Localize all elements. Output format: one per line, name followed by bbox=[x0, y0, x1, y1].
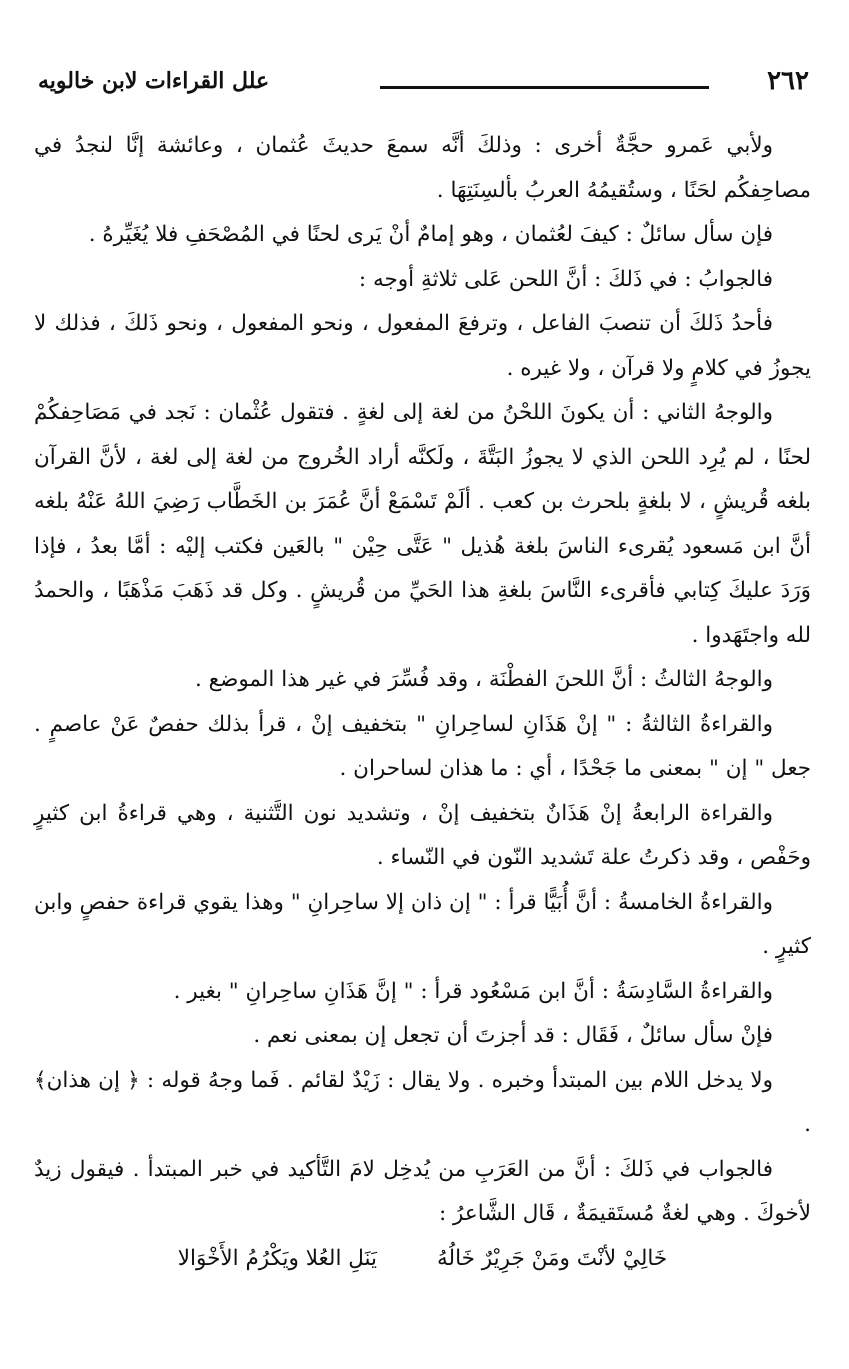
paragraph: والوجهُ الثاني : أن يكونَ اللحْنُ من لغة إلى لغةٍ . فتقول عُثْمان : نَجد في مَصَاحِفكُمْ لحنًا ، لم يُرِد اللحن الذي لا يجوزُ البَتَّةَ ، ولَكنَّه أراد الخُروج من لغة إلى لغة ، لأنَّ القرآن بلغه قُريشٍ ، لا بلغةٍ بلحرث بن كعب . ألَمْ تَسْمَعْ أنَّ عُمَرَ بن الخَطَّاب رَضِيَ اللهُ عَنْهُ بلغه أنَّ ابن مَسعود يُقرىء الناسَ بلغة هُذيل " عَتَّى حِيْن " بالعَين فكتب إليْه : أمَّا بعدُ ، فإذا وَرَدَ عليكَ كِتابي فأقرىء النَّاسَ بلغةِ هذا الحَيِّ من قُريشٍ . وكل قد ذَهَبَ مَذْهَبًا ، والحمدُ لله واجتَهَدوا . bbox=[34, 400, 811, 648]
paragraph: فالجواب في ذَلكَ : أنَّ من العَرَبِ من يُدخِل لامَ التَّأكيد في خبر المبتدأ . فيقول زيدٌ لأخوكَ . وهي لغةٌ مُستَقيمَةٌ ، قَال الشَّاعرُ : bbox=[34, 1156, 811, 1226]
poetry-verse bbox=[34, 1237, 811, 1282]
page-body bbox=[34, 124, 811, 1281]
paragraph: فإن سأل سائلٌ : كيفَ لعُثمان ، وهو إمامٌ أنْ يَرى لحنًا في المُصْحَفِ فلا يُغَيِّرهُ . bbox=[88, 222, 773, 247]
paragraph: والوجهُ الثالثُ : أنَّ اللحنَ الفطْنَة ، وقد فُسِّرَ في غير هذا الموضع . bbox=[194, 667, 773, 692]
paragraph: والقراءةُ السَّادِسَةُ : أنَّ ابن مَسْعُود قرأ : " إنَّ هَذَانِ ساحِرانِ " بغير . bbox=[173, 978, 773, 1004]
paragraph: فالجوابُ : في ذَلكَ : أنَّ اللحن عَلى ثلاثةِ أوجه : bbox=[358, 266, 773, 292]
running-title: علل القراءات لابن خالويه bbox=[38, 68, 270, 94]
paragraph: فأحدُ ذَلكَ أن تنصبَ الفاعل ، وترفعَ المفعول ، ونحو المفعول ، ونحو ذَلكَ ، فذلك لا يجوزُ في كلامٍ ولا قرآن ، ولا غيره . bbox=[34, 311, 811, 381]
header-rule bbox=[380, 86, 709, 89]
paragraph: فإنْ سأل سائلٌ ، فَقَال : قد أجزتَ أن تجعل إن بمعنى نعم . bbox=[253, 1023, 773, 1048]
page-header bbox=[30, 64, 819, 104]
paragraph: والقراءةُ الثالثةُ : " إنْ هَذَانِ لساحِرانِ " بتخفيف إنْ ، قرأ بذلك حفصٌ عَنْ عاصمٍ . جعل " إن " بمعنى ما جَحْدًا ، أي : ما هذان لساحران . bbox=[34, 711, 811, 781]
paragraph: ولأبي عَمرو حجَّةٌ أخرى : وذلكَ أنَّه سمعَ حديثَ عُثمان ، وعائشة إنَّا لنجدُ في مصاحِفكُم لحَنًا ، وستُقيمُهُ العربُ بألسِنَتِهَا . bbox=[34, 133, 811, 203]
paragraph: ولا يدخل اللام بين المبتدأ وخبره . ولا يقال : زَيْدٌ لقائم . فَما وجهُ قوله : ﴿ إن هذان﴾ . bbox=[34, 1067, 811, 1137]
paragraph: والقراءةُ الخامسةُ : أنَّ أُبَيًّا قرأ : " إن ذان إلا ساحِرانِ " وهذا يقوي قراءة حفصٍ وابن كثيرٍ . bbox=[34, 889, 811, 959]
verse-first-hemistich: خَالِيْ لأنْتَ ومَنْ جَرِيْرٌ خَالُهُ bbox=[437, 1245, 668, 1271]
page-number: ٢٦٢ bbox=[767, 66, 809, 96]
verse-second-hemistich: يَنَلِ العُلا ويَكْرُمُ الأَخْوَالا bbox=[177, 1245, 378, 1271]
paragraph: والقراءة الرابعةُ إنْ هَذَانٌ بتخفيف إنْ ، وتشديد نون التَّثنية ، وهي قراءةُ ابن كثيرٍ وحَفْص ، وقد ذكرتُ علة تَشديد النّون في النّساء . bbox=[34, 800, 811, 870]
